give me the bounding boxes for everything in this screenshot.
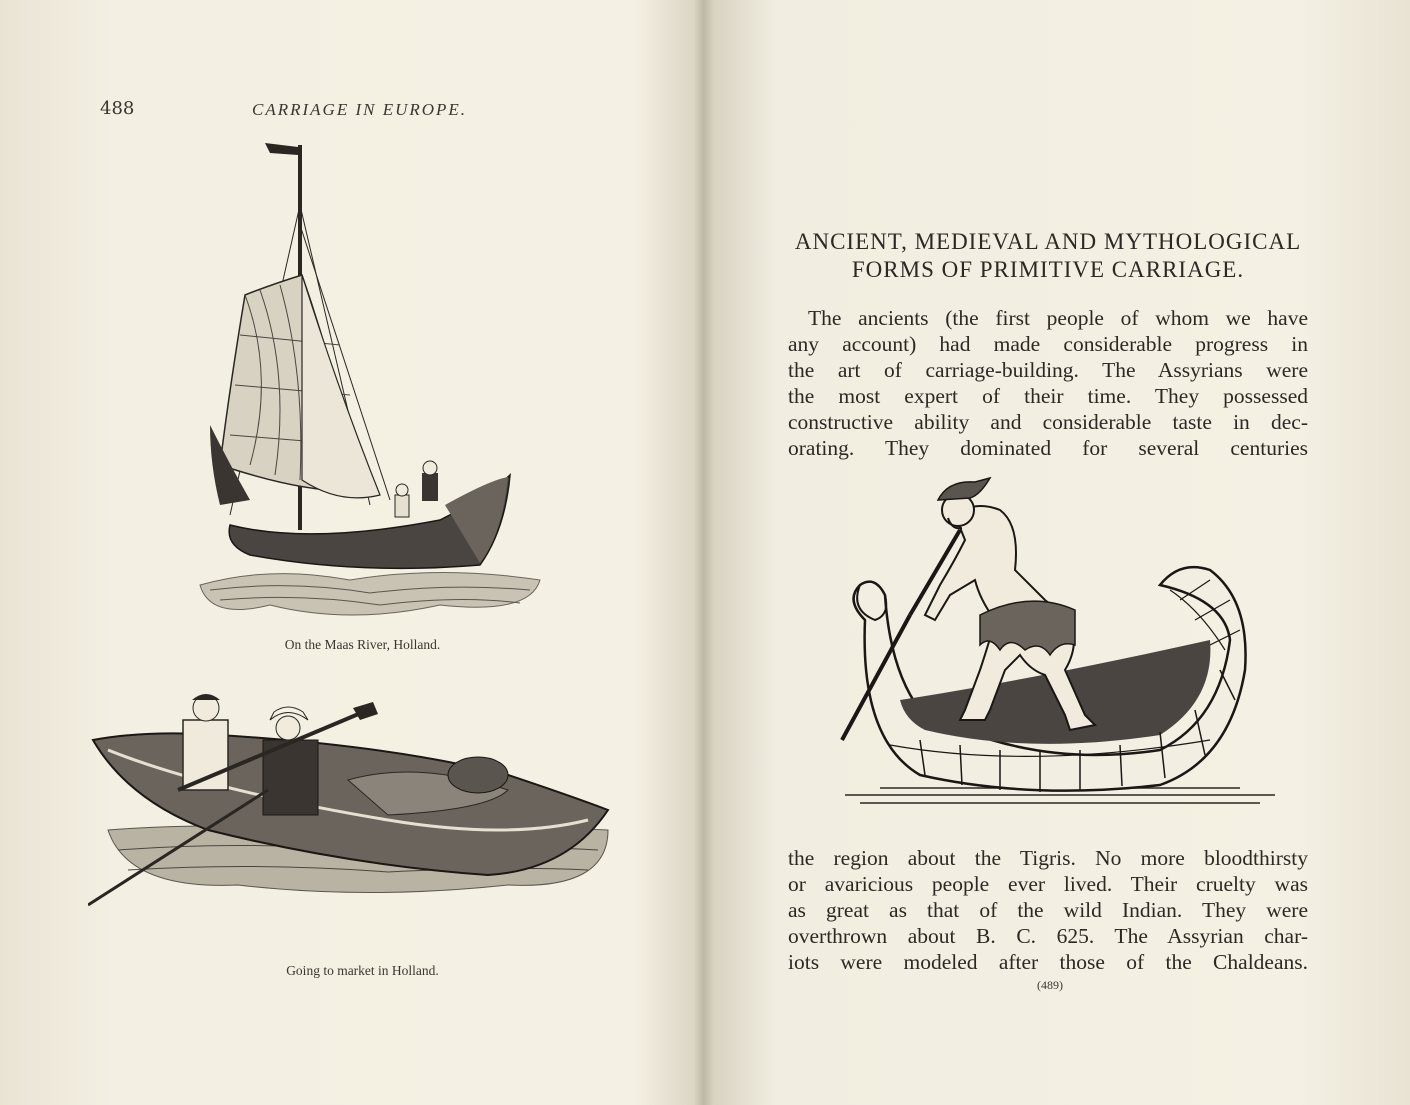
paragraph-1: [788, 305, 1308, 461]
paragraph-2-line-2: or avaricious people ever lived. Their cruelty was: [788, 872, 1308, 896]
figure-caption-rowboat: Going to market in Holland.: [286, 963, 439, 978]
left-page: [0, 0, 700, 1105]
paragraph-1-line-2: any account) had made considerable progress in: [788, 332, 1308, 356]
sailboat-engraving-icon: [190, 135, 550, 635]
coracle-boatman-engraving-icon: [830, 470, 1290, 810]
paragraph-1-line-4: the most expert of their time. They possessed: [788, 384, 1308, 408]
chapter-title-line-1: ANCIENT, MEDIEVAL AND MYTHOLOGICAL: [794, 229, 1302, 254]
paragraph-2-line-5: iots were modeled after those of the Chaldeans.: [788, 950, 1308, 974]
paragraph-2-line-4: overthrown about B. C. 625. The Assyrian char-: [788, 924, 1308, 948]
paragraph-1-line-6: orating. They dominated for several centuries: [788, 436, 1308, 460]
paragraph-1-line-1: The ancients (the first people of whom we have: [808, 306, 1308, 330]
page-number: 488: [100, 98, 135, 119]
folio-page-number: (489): [1037, 978, 1063, 992]
chapter-title-line-2: FORMS OF PRIMITIVE CARRIAGE.: [851, 257, 1245, 282]
running-head: CARRIAGE IN EUROPE.: [252, 100, 468, 119]
paragraph-2-line-1: the region about the Tigris. No more bloodthirsty: [788, 846, 1308, 870]
paragraph-1-line-3: the art of carriage-building. The Assyrians were: [788, 358, 1308, 382]
paragraph-2: [788, 845, 1308, 975]
figure-caption-sailboat: On the Maas River, Holland.: [284, 637, 441, 652]
chapter-title: [788, 228, 1308, 284]
rowboat-engraving-icon: [88, 680, 628, 920]
paragraph-2-line-3: as great as that of the wild Indian. They were: [788, 898, 1308, 922]
paragraph-1-line-5: constructive ability and considerable taste in dec-: [788, 410, 1308, 434]
